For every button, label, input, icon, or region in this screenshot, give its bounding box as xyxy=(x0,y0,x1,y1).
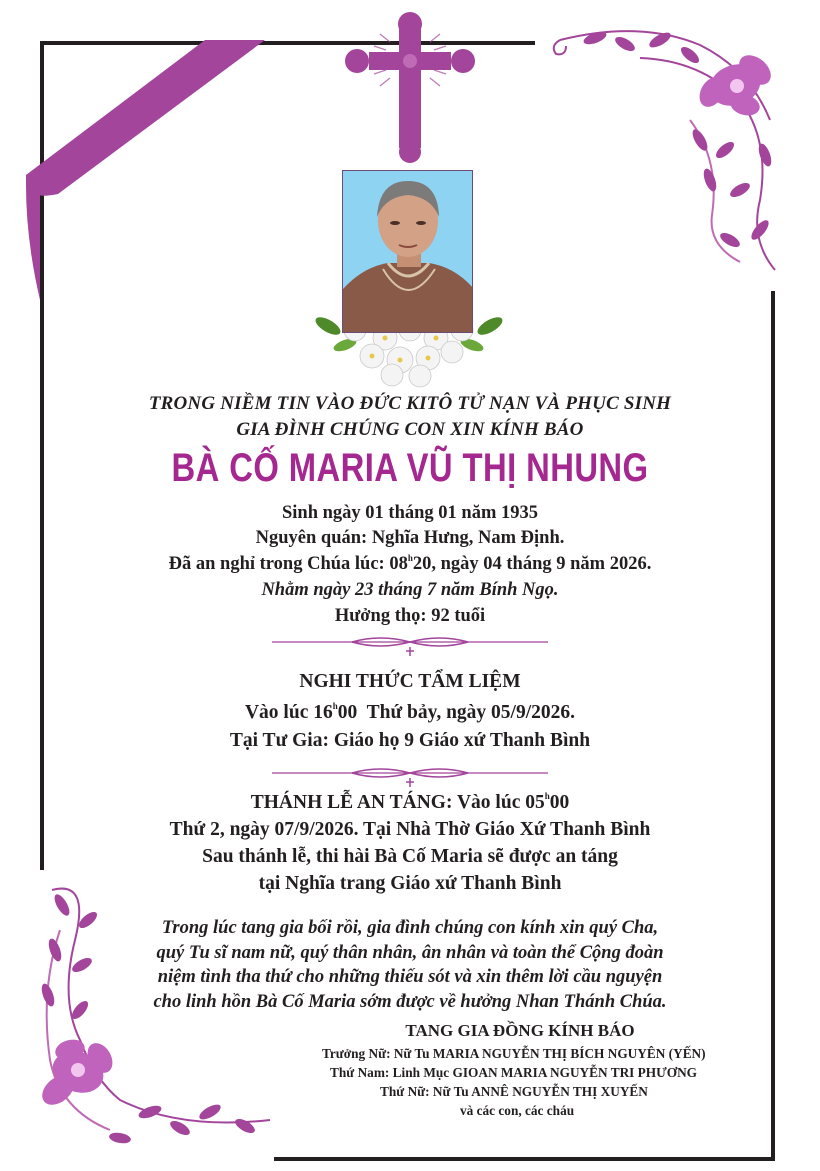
viewing-time xyxy=(0,702,820,724)
closing-line-4: cho linh hồn Bà Cố Maria sớm được về hưởng Nhan Thánh Chúa. xyxy=(153,992,667,1012)
signature-eldest-daughter: Trưởng Nữ: Nữ Tu MARIA NGUYỄN THỊ BÍCH NGUYÊN (YẾN) xyxy=(322,1046,706,1061)
lunar-date: Nhằm ngày 23 tháng 7 năm Bính Ngọ. xyxy=(261,580,559,600)
signature-daughter: Thứ Nữ: Nữ Tu ANNÊ NGUYỄN THỊ XUYẾN xyxy=(380,1084,648,1099)
viewing-place: Tại Tư Gia: Giáo họ 9 Giáo xứ Thanh Bình xyxy=(229,730,591,751)
passing-time-unit: h xyxy=(407,553,413,563)
signature-title: TANG GIA ĐỒNG KÍNH BÁO xyxy=(405,1021,635,1040)
ornament-divider xyxy=(272,769,548,787)
closing-line-3: niệm tình tha thứ cho những thiếu sót và xin thêm lời cầu nguyện xyxy=(157,967,663,987)
burial-note: Sau thánh lễ, thi hài Bà Cố Maria sẽ được an táng xyxy=(202,846,618,867)
portrait-illustration xyxy=(343,171,473,333)
passing-time-prefix: Đã an nghỉ trong Chúa lúc: 08 xyxy=(168,554,408,574)
passing-time-suffix: 20, ngày 04 tháng 9 năm 2026. xyxy=(412,554,652,574)
viewing-title: NGHI THỨC TẨM LIỆM xyxy=(299,671,521,692)
funeral-date-place: Thứ 2, ngày 07/9/2026. Tại Nhà Thờ Giáo Xứ Thanh Bình xyxy=(169,819,651,840)
viewing-time-unit: h xyxy=(332,701,338,711)
birth-date: Sinh ngày 01 tháng 01 năm 1935 xyxy=(282,503,538,523)
funeral-time-unit: h xyxy=(544,791,550,801)
ornament-divider xyxy=(272,638,548,656)
age: Hưởng thọ: 92 tuổi xyxy=(334,606,486,626)
ribbon-banner xyxy=(26,40,265,300)
deceased-name: BÀ CỐ MARIA VŨ THỊ NHUNG xyxy=(171,446,649,490)
closing-line-2: quý Tu sĩ nam nữ, quý thân nhân, ân nhân và toàn thể Cộng đoàn xyxy=(156,943,664,963)
cross-icon xyxy=(345,12,475,163)
viewing-time-prefix: Vào lúc 16 xyxy=(244,702,333,723)
closing-line-1: Trong lúc tang gia bối rồi, gia đình chúng con kính xin quý Cha, xyxy=(161,918,659,938)
viewing-time-suffix: 00 Thứ bảy, ngày 05/9/2026. xyxy=(337,702,576,723)
funeral-title xyxy=(0,792,820,814)
funeral-title-prefix: THÁNH LỄ AN TÁNG: Vào lúc 05 xyxy=(250,792,545,813)
family-announce: GIA ĐÌNH CHÚNG CON XIN KÍNH BÁO xyxy=(236,419,584,440)
funeral-title-suffix: 00 xyxy=(549,792,570,813)
faith-intro: TRONG NIỀM TIN VÀO ĐỨC KITÔ TỬ NẠN VÀ PHỤC SINH xyxy=(148,393,672,414)
burial-place: tại Nghĩa trang Giáo xứ Thanh Bình xyxy=(258,873,562,894)
portrait-photo xyxy=(342,170,473,333)
hometown: Nguyên quán: Nghĩa Hưng, Nam Định. xyxy=(255,528,565,548)
passing-date xyxy=(0,554,820,575)
signature-others: và các con, các cháu xyxy=(460,1103,575,1118)
floral-corner-top-right xyxy=(554,29,777,270)
signature-son: Thứ Nam: Linh Mục GIOAN MARIA NGUYỄN TRI PHƯƠNG xyxy=(330,1065,698,1080)
